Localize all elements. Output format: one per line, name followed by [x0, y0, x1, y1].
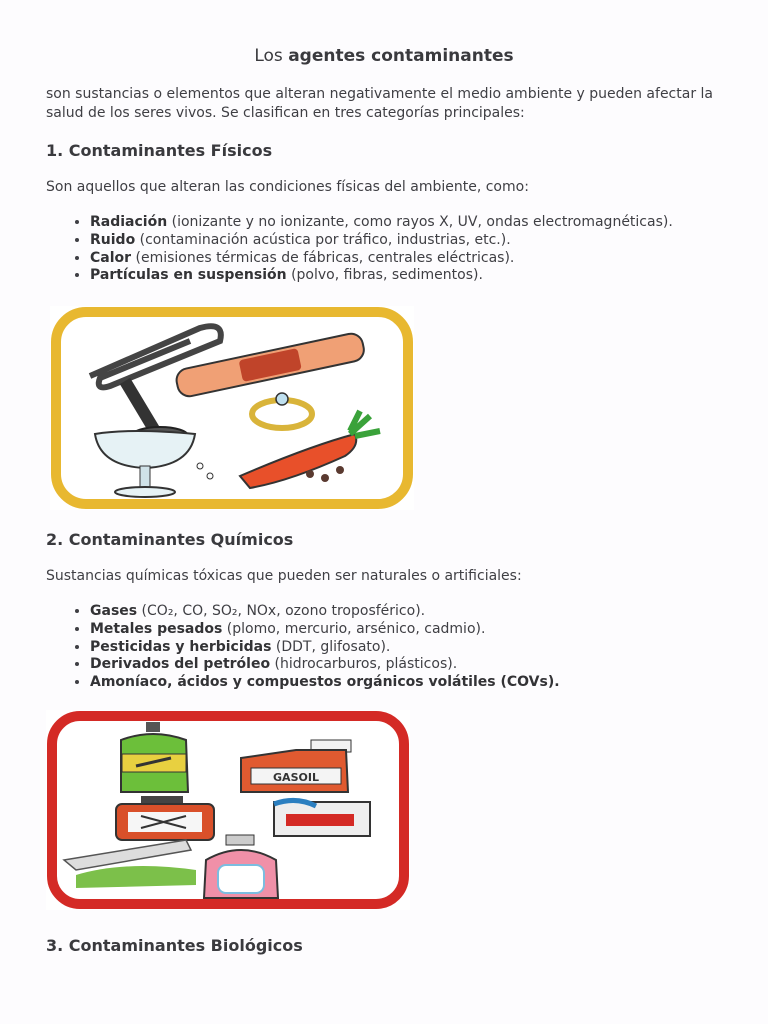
list-item: [90, 250, 673, 268]
item-desc: (emisiones térmicas de fábricas, centrales eléctricas).: [131, 249, 515, 266]
physical-pollutants-image: [50, 306, 414, 510]
item-desc: (CO₂, CO, SO₂, NOx, ozono troposférico).: [137, 603, 426, 619]
item-term: Amoníaco, ácidos y compuestos orgánicos volátiles (COVs).: [90, 674, 560, 691]
title-bold: agentes contaminantes: [288, 46, 514, 66]
item-term: Gases: [90, 603, 138, 619]
item-term: Calor: [90, 249, 132, 266]
item-desc: (polvo, fibras, sedimentos).: [286, 267, 483, 284]
svg-text:GASOIL: GASOIL: [273, 771, 319, 784]
list-item: [90, 267, 673, 285]
item-desc: (plomo, mercurio, arsénico, cadmio).: [222, 620, 486, 637]
list-item: [90, 232, 673, 250]
section-heading-quimicos: 2. Contaminantes Químicos: [46, 530, 294, 549]
list-item: [90, 656, 560, 674]
list-fisicos: [46, 214, 673, 285]
item-term: Derivados del petróleo: [90, 656, 271, 673]
list-item: [90, 674, 560, 692]
item-term: Ruido: [90, 231, 136, 248]
item-desc: (DDT, glifosato).: [271, 638, 391, 655]
item-term: Metales pesados: [90, 620, 223, 637]
item-desc: (contaminación acústica por tráfico, industrias, etc.).: [135, 231, 511, 248]
intro-paragraph: son sustancias o elementos que alteran negativamente el medio ambiente y pueden afectar la salud de los seres vivos. Se clasifican en tres categorías principales:: [46, 86, 713, 121]
section-heading-fisicos: 1. Contaminantes Físicos: [46, 141, 273, 160]
list-item: [90, 214, 673, 232]
chemical-pollutants-image: [46, 710, 410, 910]
item-term: Radiación: [90, 214, 168, 230]
list-item: [90, 603, 560, 621]
section-lead-quimicos: Sustancias químicas tóxicas que pueden ser naturales o artificiales:: [46, 568, 522, 584]
item-desc: (ionizante y no ionizante, como rayos X, UV, ondas electromagnéticas).: [167, 214, 673, 230]
list-item: [90, 621, 560, 639]
list-quimicos: [46, 603, 560, 692]
item-term: Pesticidas y herbicidas: [90, 638, 272, 655]
section-lead-fisicos: Son aquellos que alteran las condiciones físicas del ambiente, como:: [46, 179, 529, 195]
list-item: [90, 639, 560, 657]
paint-can-icon: [274, 800, 370, 836]
title-plain: Los: [254, 46, 289, 66]
item-term: Partículas en suspensión: [90, 267, 287, 284]
item-desc: (hidrocarburos, plásticos).: [270, 656, 458, 673]
document-title: [0, 46, 768, 66]
section-heading-biologicos: 3. Contaminantes Biológicos: [46, 936, 303, 955]
